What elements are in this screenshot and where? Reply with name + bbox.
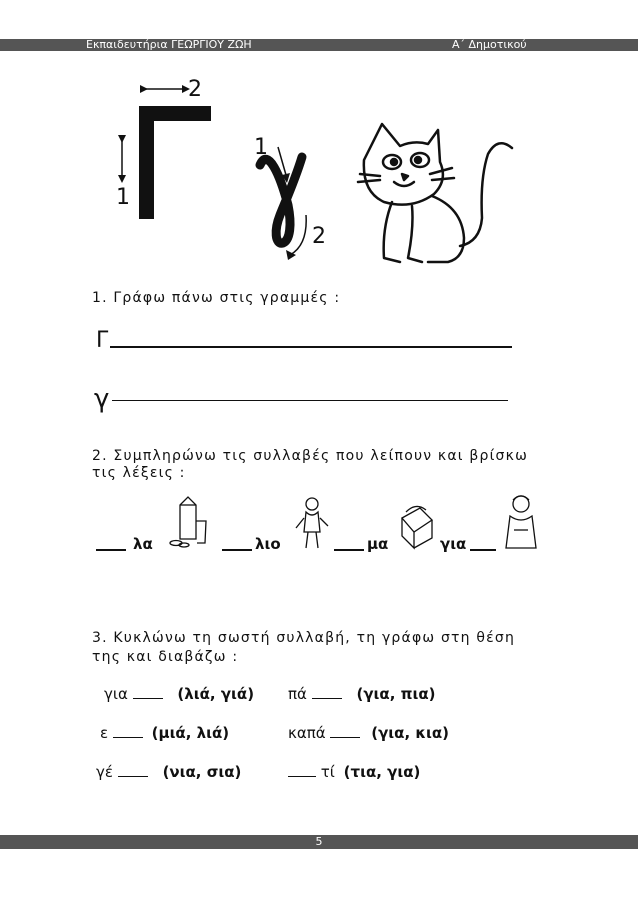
- ex2-instruction-2: τις λέξεις :: [92, 465, 186, 481]
- ex1-line2-letter: γ: [94, 384, 110, 414]
- page-footer: [0, 835, 638, 849]
- lower-arrow-1-label: 1: [254, 135, 268, 160]
- ex2-blank-2[interactable]: [222, 549, 252, 551]
- ex3-row2-left-word: ε: [100, 724, 109, 742]
- ex3-row2-left: [100, 724, 229, 742]
- ex3-row2-right: [288, 724, 449, 742]
- ex2-blank-3[interactable]: [334, 549, 364, 551]
- ex3-row2-left-choices[interactable]: (μιά, λιά): [151, 724, 230, 742]
- header-grade: Α΄ Δημοτικού: [452, 38, 527, 51]
- ex3-row1-right-word: πά: [288, 685, 307, 703]
- ex3-row2-left-blank[interactable]: [113, 724, 143, 738]
- header-school: Εκπαιδευτήρια ΓΕΩΡΓΙΟΥ ΖΩΗ: [86, 38, 252, 51]
- lower-arrow-2-label: 2: [312, 224, 326, 249]
- upper-arrow-1-label: 1: [116, 185, 130, 210]
- ex3-row3-right-blank[interactable]: [288, 763, 316, 777]
- ex3-row1-left-word: για: [104, 685, 128, 703]
- ex2-instruction-1: 2. Συμπληρώνω τις συλλαβές που λείπουν και βρίσκω: [92, 448, 529, 464]
- ex3-row3-right-choices[interactable]: (τια, για): [343, 763, 421, 781]
- ex2-blank-1[interactable]: [96, 549, 126, 551]
- ex1-instruction: 1. Γράφω πάνω στις γραμμές :: [92, 290, 341, 306]
- ex2-syllable-4: για: [440, 535, 467, 553]
- ex3-row2-right-choices[interactable]: (για, κια): [371, 724, 450, 742]
- ex3-row1-right-blank[interactable]: [312, 685, 342, 699]
- ex3-instruction-2: της και διαβάζω :: [92, 649, 239, 665]
- ex3-row3-left: [96, 763, 241, 781]
- ex3-row1-right: [288, 685, 436, 703]
- page-number: 5: [315, 835, 323, 848]
- ex3-row3-left-choices[interactable]: (νια, σια): [162, 763, 242, 781]
- ex1-writing-line-1[interactable]: [110, 346, 512, 348]
- ex3-row3-right-word: τί: [320, 763, 335, 781]
- ex2-blank-4[interactable]: [470, 549, 496, 551]
- ex3-row2-right-word: καπά: [288, 724, 326, 742]
- ex3-row1-right-choices[interactable]: (για, πια): [356, 685, 436, 703]
- ex2-syllable-3: μα: [367, 535, 389, 553]
- bread-pack-icon: [396, 500, 436, 550]
- milk-icon: [166, 495, 214, 550]
- person-icon: [292, 492, 332, 552]
- cat-icon: [352, 118, 517, 270]
- ex3-row1-left-choices[interactable]: (λιά, γιά): [177, 685, 255, 703]
- ex3-row3-left-word: γέ: [96, 763, 113, 781]
- ex3-row1-left: [104, 685, 254, 703]
- page-header: [0, 39, 638, 51]
- upper-arrow-2-label: 2: [188, 77, 202, 102]
- ex1-line1-letter: Γ: [96, 328, 109, 353]
- ex3-instruction-1: 3. Κυκλώνω τη σωστή συλλαβή, τη γράφω στη θέση: [92, 630, 516, 646]
- grandmother-icon: [500, 490, 542, 552]
- ex2-syllable-2: λιο: [255, 535, 281, 553]
- ex3-row3-left-blank[interactable]: [118, 763, 148, 777]
- ex1-writing-line-2[interactable]: [112, 400, 508, 401]
- ex3-row1-left-blank[interactable]: [133, 685, 163, 699]
- ex2-syllable-1: λα: [133, 535, 153, 553]
- ex3-row2-right-blank[interactable]: [330, 724, 360, 738]
- ex3-row3-right: [288, 763, 420, 781]
